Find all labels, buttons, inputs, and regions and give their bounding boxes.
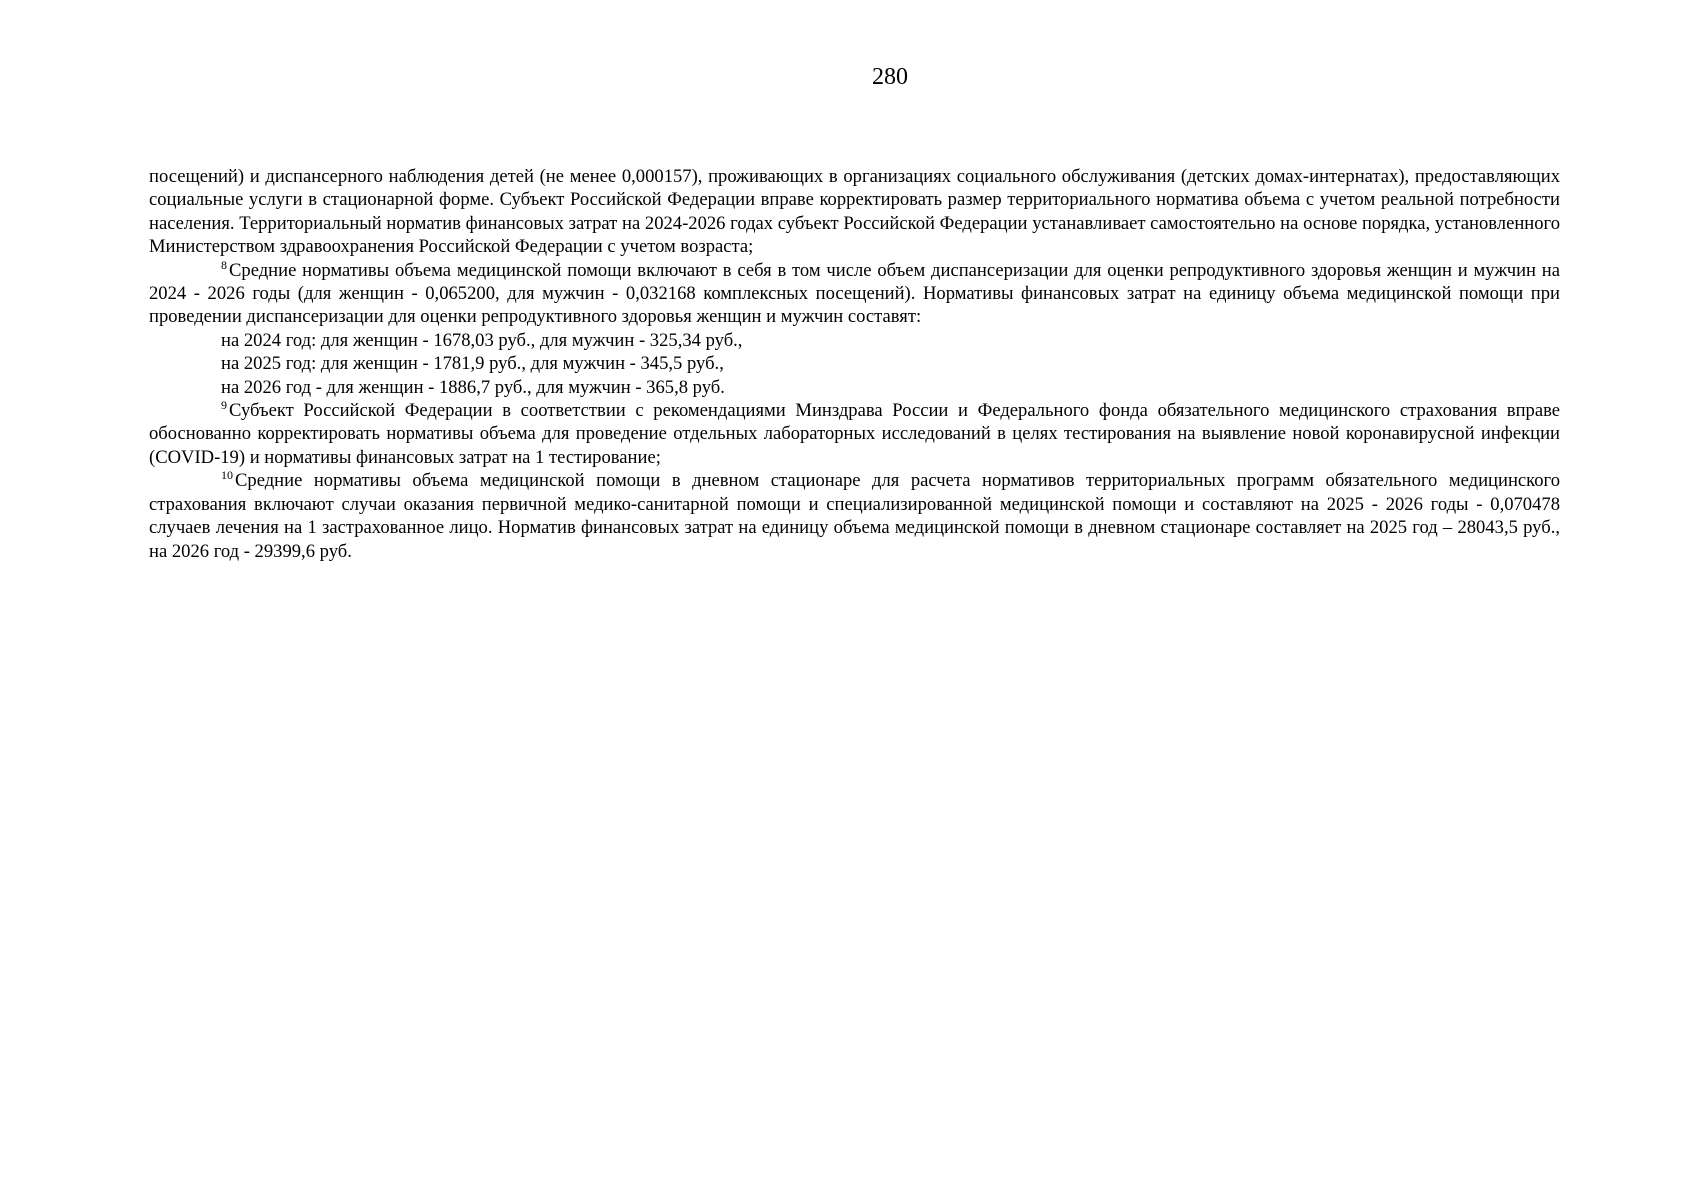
footnote-10-text: Средние нормативы объема медицинской помощи в дневном стационаре для расчета нормативов территориальных программ обязательного медицинского страхования включают случаи оказания первичной медико-санитарной помощи и специализированной медицинской помощи и составляют на 2025 - 2026 годы - 0,070478 случаев лечения на 1 застрахованное лицо. Норматив финансовых затрат на единицу объема медицинской помощи в дневном стационаре составляет на 2025 год – 28043,5 руб., на 2026 год - 29399,6 руб. xyxy=(149,470,1560,562)
footnote-9-text: Субъект Российской Федерации в соответствии с рекомендациями Минздрава России и Федерального фонда обязательного медицинского страхования вправе обоснованно корректировать нормативы объема для проведение отдельных лабораторных исследований в целях тестирования на выявление новой коронавирусной инфекции (COVID-19) и нормативы финансовых затрат на 1 тестирование; xyxy=(149,400,1560,468)
footnote-marker-10: 10 xyxy=(221,468,233,483)
cost-line-2024: на 2024 год: для женщин - 1678,03 руб., для мужчин - 325,34 руб., xyxy=(221,329,743,351)
footnote-9 xyxy=(149,399,1560,469)
page-number: 280 xyxy=(872,64,908,90)
page-content xyxy=(149,165,1560,563)
continuation-paragraph: посещений) и диспансерного наблюдения детей (не менее 0,000157), проживающих в организациях социального обслуживания (детских домах-интернатах), предоставляющих социальные услуги в стационарной форме. Субъект Российской Федерации вправе корректировать размер территориального норматива объема с учетом реальной потребности населения. Территориальный норматив финансовых затрат на 2024-2026 годах субъект Российской Федерации устанавливает самостоятельно на основе порядка, установленного Министерством здравоохранения Российской Федерации с учетом возраста; xyxy=(149,166,1560,258)
footnote-marker-9: 9 xyxy=(221,398,227,413)
footnote-marker-8: 8 xyxy=(221,257,227,272)
footnote-8-text: Средние нормативы объема медицинской помощи включают в себя в том числе объем диспансеризации для оценки репродуктивного здоровья женщин и мужчин на 2024 - 2026 годы (для женщин - 0,065200, для мужчин - 0,032168 комплексных посещений). Нормативы финансовых затрат на единицу объема медицинской помощи при проведении диспансеризации для оценки репродуктивного здоровья женщин и мужчин составят: xyxy=(149,259,1560,328)
footnote-10 xyxy=(149,469,1560,563)
footnote-8 xyxy=(149,259,1560,329)
cost-line-2025: на 2025 год: для женщин - 1781,9 руб., для мужчин - 345,5 руб., xyxy=(221,353,724,375)
cost-line-2026: на 2026 год - для женщин - 1886,7 руб., для мужчин - 365,8 руб. xyxy=(221,376,725,398)
